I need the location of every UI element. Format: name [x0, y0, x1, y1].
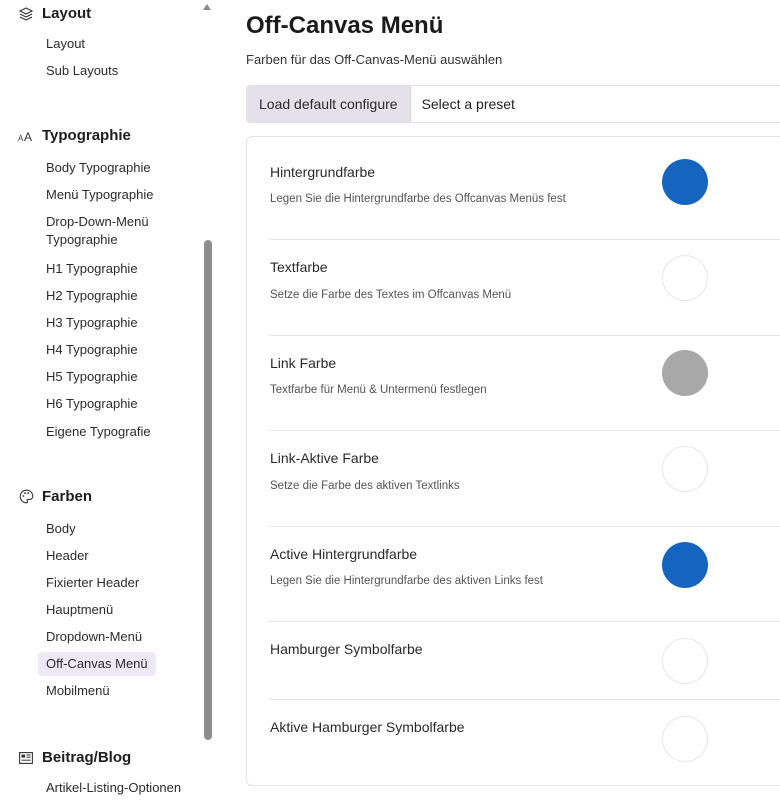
row-divider: [268, 430, 780, 431]
section-title: Beitrag/Blog: [42, 749, 132, 766]
setting-desc-active-hintergrundfarbe: Legen Sie die Hintergrundfarbe des aktiven Links fest: [270, 575, 543, 587]
sidebar-item-h2-typographie[interactable]: H2 Typographie: [46, 288, 138, 303]
section-heading-layout[interactable]: [18, 5, 91, 22]
setting-title-hintergrundfarbe: Hintergrundfarbe: [270, 164, 376, 180]
svg-text:A: A: [18, 133, 24, 143]
label-line-2: Typographie: [46, 232, 118, 247]
row-divider: [268, 699, 780, 700]
row-divider: [268, 526, 780, 527]
preset-bar: [246, 85, 780, 123]
sidebar-item-fixierter-header[interactable]: Fixierter Header: [46, 575, 140, 590]
page-subtitle: Farben für das Off-Canvas-Menü auswählen: [246, 52, 503, 67]
sidebar-item-dropdown-typographie[interactable]: [46, 213, 149, 249]
color-swatch-link-aktive-farbe[interactable]: [662, 446, 708, 492]
sidebar-item-sub-layouts[interactable]: Sub Layouts: [46, 63, 119, 78]
section-title: Layout: [42, 5, 92, 22]
setting-desc-link-farbe: Textfarbe für Menü & Untermenü festlegen: [270, 384, 487, 396]
sidebar: [0, 0, 216, 800]
sidebar-item-dropdown-menu[interactable]: Dropdown-Menü: [46, 629, 143, 644]
font-size-icon: [18, 128, 34, 144]
row-divider: [268, 621, 780, 622]
sidebar-item-h1-typographie[interactable]: H1 Typographie: [46, 261, 138, 276]
sidebar-item-h5-typographie[interactable]: H5 Typographie: [46, 369, 138, 384]
sidebar-item-h6-typographie[interactable]: H6 Typographie: [46, 396, 138, 411]
row-divider: [268, 239, 780, 240]
svg-text:A: A: [24, 129, 33, 143]
sidebar-item-h4-typographie[interactable]: H4 Typographie: [46, 342, 138, 357]
layers-icon: [18, 6, 34, 22]
sidebar-item-body[interactable]: Body: [46, 521, 76, 536]
sidebar-item-off-canvas-menu[interactable]: Off-Canvas Menü: [38, 652, 156, 676]
row-divider: [268, 335, 780, 336]
color-swatch-hintergrundfarbe[interactable]: [662, 159, 708, 205]
setting-desc-hintergrundfarbe: Legen Sie die Hintergrundfarbe des Offcanvas Menüs fest: [270, 193, 566, 205]
sidebar-scrollbar-thumb[interactable]: [204, 240, 212, 740]
setting-title-textfarbe: Textfarbe: [270, 259, 328, 275]
sidebar-item-eigene-typografie[interactable]: Eigene Typografie: [46, 424, 151, 439]
setting-desc-link-aktive-farbe: Setze die Farbe des aktiven Textlinks: [270, 480, 460, 492]
sidebar-item-h3-typographie[interactable]: H3 Typographie: [46, 315, 138, 330]
palette-icon: [18, 489, 34, 505]
color-swatch-textfarbe[interactable]: [662, 255, 708, 301]
color-swatch-hamburger-symbolfarbe[interactable]: [662, 638, 708, 684]
setting-desc-textfarbe: Setze die Farbe des Textes im Offcanvas Menü: [270, 289, 512, 301]
sidebar-item-layout[interactable]: Layout: [46, 36, 86, 51]
page-title: Off-Canvas Menü: [246, 12, 444, 39]
section-heading-beitrag-blog[interactable]: [18, 749, 131, 766]
label-line-1: Drop-Down-Menü: [46, 214, 149, 229]
color-swatch-aktive-hamburger-symbolfarbe[interactable]: [662, 716, 708, 762]
load-default-button[interactable]: Load default configure: [247, 86, 411, 122]
color-swatch-link-farbe[interactable]: [662, 350, 708, 396]
section-title: Typographie: [42, 127, 131, 144]
sidebar-item-mobilmenu[interactable]: Mobilmenü: [46, 683, 110, 698]
setting-title-link-farbe: Link Farbe: [270, 355, 337, 371]
setting-title-aktive-hamburger-symbolfarbe: Aktive Hamburger Symbolfarbe: [270, 719, 465, 735]
sidebar-item-header[interactable]: Header: [46, 548, 89, 563]
setting-title-active-hintergrundfarbe: Active Hintergrundfarbe: [270, 546, 418, 562]
sidebar-item-hauptmenu[interactable]: Hauptmenü: [46, 602, 114, 617]
setting-title-hamburger-symbolfarbe: Hamburger Symbolfarbe: [270, 641, 423, 657]
section-title: Farben: [42, 488, 93, 505]
section-heading-typographie[interactable]: [18, 127, 131, 144]
sidebar-item-artikel-listing-optionen[interactable]: Artikel-Listing-Optionen: [46, 780, 182, 795]
scroll-up-arrow-icon[interactable]: [203, 4, 211, 10]
section-heading-farben[interactable]: [18, 488, 92, 505]
sidebar-item-body-typographie[interactable]: Body Typographie: [46, 160, 151, 175]
color-swatch-active-hintergrundfarbe[interactable]: [662, 542, 708, 588]
newspaper-icon: [18, 750, 34, 766]
setting-title-link-aktive-farbe: Link-Aktive Farbe: [270, 450, 379, 466]
preset-select[interactable]: Select a preset: [421, 96, 515, 112]
sidebar-item-menu-typographie[interactable]: Menü Typographie: [46, 187, 154, 202]
